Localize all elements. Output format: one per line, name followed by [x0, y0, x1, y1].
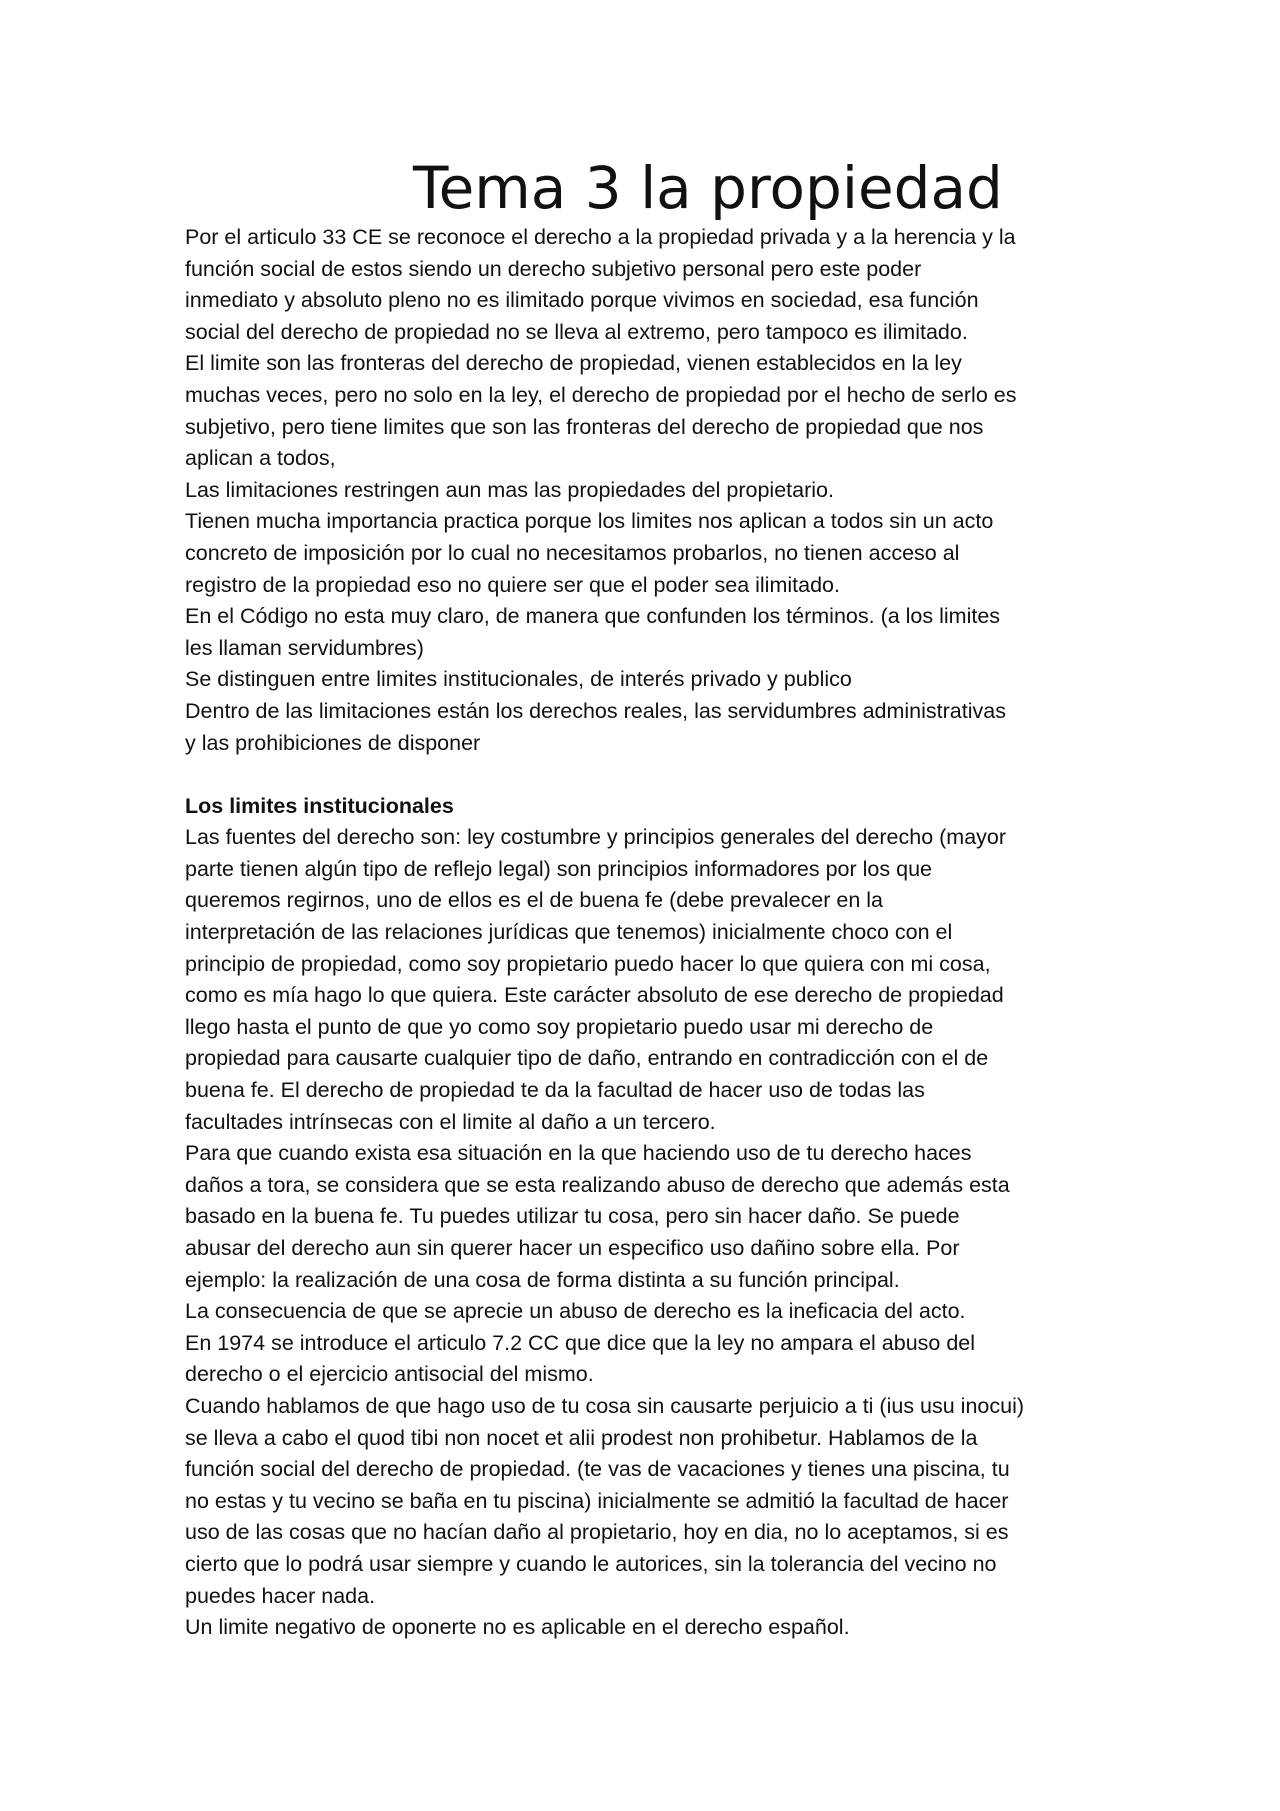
text-line: subjetivo, pero tiene limites que son las fronteras del derecho de propiedad que nos — [185, 414, 984, 439]
text-line: Un limite negativo de oponerte no es aplicable en el derecho español. — [185, 1615, 850, 1640]
document-body — [185, 222, 1120, 1644]
text-line: se lleva a cabo el quod tibi non nocet et alii prodest non prohibetur. Hablamos de la — [185, 1425, 978, 1450]
text-line: registro de la propiedad eso no quiere ser que el poder sea ilimitado. — [185, 572, 840, 597]
blank-line — [185, 759, 1120, 791]
text-line: abusar del derecho aun sin querer hacer un especifico uso dañino sobre ella. Por — [185, 1236, 960, 1260]
text-line: El limite son las fronteras del derecho de propiedad, vienen establecidos en la ley — [185, 351, 962, 376]
text-line: buena fe. El derecho de propiedad te da la facultad de hacer uso de todas las — [185, 1078, 925, 1103]
text-line: función social del derecho de propiedad. (te vas de vacaciones y tienes una piscina, tu — [185, 1457, 1010, 1482]
text-line: derecho o el ejercicio antisocial del mismo. — [185, 1362, 594, 1387]
text-line: daños a tora, se considera que se esta realizando abuso de derecho que además esta — [185, 1172, 1010, 1197]
text-line: En 1974 se introduce el articulo 7.2 CC que dice que la ley no ampara el abuso del — [185, 1330, 976, 1355]
text-line: Dentro de las limitaciones están los derechos reales, las servidumbres administrativas — [185, 698, 1006, 723]
text-line: cierto que lo podrá usar siempre y cuando le autorices, sin la tolerancia del vecino no — [185, 1551, 997, 1576]
text-line: basado en la buena fe. Tu puedes utilizar tu cosa, pero sin hacer daño. Se puede — [185, 1204, 960, 1229]
text-line: concreto de imposición por lo cual no necesitamos probarlos, no tienen acceso al — [185, 540, 960, 565]
text-line: función social de estos siendo un derecho subjetivo personal pero este poder — [185, 256, 922, 281]
text-line: uso de las cosas que no hacían daño al propietario, hoy en dia, no lo aceptamos, si es — [185, 1520, 1009, 1545]
text-line: como es mía hago lo que quiera. Este carácter absoluto de ese derecho de propiedad — [185, 983, 1004, 1008]
text-line: Las fuentes del derecho son: ley costumbre y principios generales del derecho (mayor — [185, 825, 1007, 850]
text-line: principio de propiedad, como soy propietario puedo hacer lo que quiera con mi cosa, — [185, 951, 991, 976]
text-line: muchas veces, pero no solo en la ley, el derecho de propiedad por el hecho de serlo es — [185, 382, 1017, 407]
text-line: puedes hacer nada. — [185, 1583, 376, 1608]
text-line: La consecuencia de que se aprecie un abuso de derecho es la ineficacia del acto. — [185, 1299, 966, 1324]
text-line: Las limitaciones restringen aun mas las propiedades del propietario. — [185, 477, 834, 502]
text-line: Por el articulo 33 CE se reconoce el derecho a la propiedad privada y a la herencia y la — [185, 225, 1016, 249]
text-line: social del derecho de propiedad no se lleva al extremo, pero tampoco es ilimitado. — [185, 319, 968, 344]
text-line: parte tienen algún tipo de reflejo legal) son principios informadores por los que — [185, 856, 932, 881]
text-line: ejemplo: la realización de una cosa de forma distinta a su función principal. — [185, 1267, 900, 1292]
text-line: facultades intrínsecas con el limite al daño a un tercero. — [185, 1109, 716, 1134]
text-line: llego hasta el punto de que yo como soy propietario puedo usar mi derecho de — [185, 1014, 934, 1039]
text-line: y las prohibiciones de disponer — [185, 730, 481, 755]
document-title: Tema 3 la propiedad — [413, 154, 1003, 222]
institutional-limits-section — [185, 791, 1120, 1644]
text-line: Tienen mucha importancia practica porque los limites nos aplican a todos sin un acto — [185, 509, 994, 534]
section-heading: Los limites institucionales — [185, 793, 454, 818]
text-line: les llaman servidumbres) — [185, 635, 424, 660]
text-line: interpretación de las relaciones jurídicas que tenemos) inicialmente choco con el — [185, 920, 953, 945]
text-line: Para que cuando exista esa situación en la que haciendo uso de tu derecho haces — [185, 1141, 972, 1166]
text-line: propiedad para causarte cualquier tipo de daño, entrando en contradicción con el de — [185, 1046, 989, 1071]
text-line: Cuando hablamos de que hago uso de tu cosa sin causarte perjuicio a ti (ius usu inocui) — [185, 1393, 1025, 1418]
text-line: aplican a todos, — [185, 446, 336, 471]
intro-section — [185, 222, 1120, 759]
text-line: En el Código no esta muy claro, de manera que confunden los términos. (a los limites — [185, 604, 1001, 629]
text-line: no estas y tu vecino se baña en tu piscina) inicialmente se admitió la facultad de hacer — [185, 1488, 1009, 1513]
text-line: queremos regirnos, uno de ellos es el de buena fe (debe prevalecer en la — [185, 888, 884, 913]
text-line: inmediato y absoluto pleno no es ilimitado porque vivimos en sociedad, esa función — [185, 288, 979, 313]
text-line: Se distinguen entre limites institucionales, de interés privado y publico — [185, 667, 852, 692]
